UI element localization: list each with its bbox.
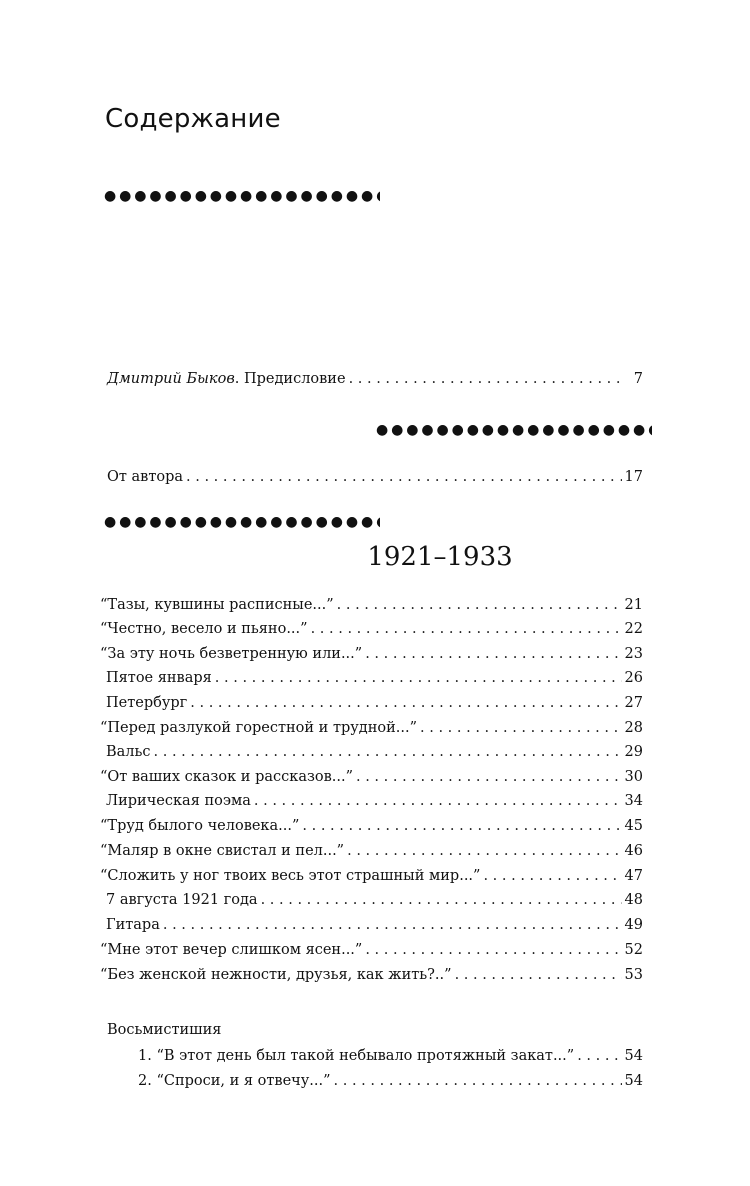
toc-entry-page: 28 — [624, 720, 643, 736]
dot-leader — [334, 1072, 622, 1090]
dot-leader — [365, 941, 621, 959]
toc-entry[interactable] — [107, 468, 643, 486]
toc-entry-title: Гитара — [106, 917, 160, 933]
toc-entry[interactable] — [100, 966, 643, 984]
toc-entry-title: “Мне этот вечер слишком ясен...” — [100, 942, 363, 958]
toc-entry-page: 54 — [624, 1048, 643, 1064]
toc-entry-page: 52 — [624, 942, 643, 958]
toc-entry-page: 46 — [624, 843, 643, 859]
toc-entry-page: 22 — [624, 621, 643, 637]
toc-entry-page: 26 — [624, 670, 643, 686]
dot-leader — [186, 468, 622, 486]
dot-leader — [215, 669, 622, 687]
toc-entry[interactable] — [106, 743, 643, 761]
toc-entry[interactable] — [100, 645, 643, 663]
dot-leader — [154, 743, 622, 761]
toc-entry-title: Петербург — [106, 695, 188, 711]
toc-entry-title: “Честно, весело и пьяно...” — [100, 621, 308, 637]
decorative-dot-divider — [104, 190, 380, 202]
toc-entry-author: Дмитрий Быков — [107, 371, 235, 387]
toc-entry-title: “Сложить у ног твоих весь этот страшный мир...” — [100, 868, 481, 884]
dot-leader — [347, 842, 621, 860]
toc-entry[interactable] — [138, 1047, 643, 1065]
toc-entry-page: 23 — [624, 646, 643, 662]
toc-entry-page: 17 — [624, 469, 643, 485]
toc-entry-title: “От ваших сказок и рассказов...” — [100, 769, 353, 785]
toc-entry-title: “За эту ночь безветренную или...” — [100, 646, 363, 662]
toc-entry-title: “Тазы, кувшины расписные...” — [100, 597, 334, 613]
dot-leader — [254, 792, 622, 810]
toc-entry[interactable] — [100, 817, 643, 835]
toc-entry-page: 30 — [624, 769, 643, 785]
toc-entry[interactable] — [106, 694, 643, 712]
toc-entry[interactable] — [100, 620, 643, 638]
dot-leader — [455, 966, 622, 984]
toc-entry-title: “Без женской нежности, друзья, как жить?..” — [100, 967, 452, 983]
toc-entry[interactable] — [100, 842, 643, 860]
toc-entry-page: 53 — [624, 967, 643, 983]
toc-entry[interactable] — [106, 891, 643, 909]
toc-entry-page: 21 — [624, 597, 643, 613]
section-heading: 1921–1933 — [367, 542, 513, 572]
dot-leader — [190, 694, 621, 712]
toc-entry[interactable] — [107, 370, 643, 388]
toc-entry[interactable] — [106, 669, 643, 687]
dot-leader — [311, 620, 622, 638]
toc-entry-page: 34 — [624, 793, 643, 809]
toc-entry-title: Дмитрий Быков. Предисловие — [107, 371, 346, 387]
dot-leader — [302, 817, 621, 835]
dot-leader — [483, 867, 621, 885]
toc-entry[interactable] — [100, 941, 643, 959]
toc-entry-title: Лирическая поэма — [106, 793, 251, 809]
subsection-label: Восьмистишия — [107, 1022, 222, 1038]
toc-entry-page: 49 — [624, 917, 643, 933]
toc-entry-title: 2. “Спроси, и я отвечу...” — [138, 1073, 331, 1089]
dot-leader — [356, 768, 622, 786]
toc-entry-page: 7 — [633, 371, 643, 387]
toc-entry-title: 1. “В этот день был такой небывало протяжный закат...” — [138, 1048, 575, 1064]
dot-leader — [337, 596, 622, 614]
page-title: Содержание — [105, 104, 281, 134]
dot-leader — [261, 891, 622, 909]
dot-leader — [420, 719, 622, 737]
toc-entry[interactable] — [100, 768, 643, 786]
toc-entry[interactable] — [106, 916, 643, 934]
dot-leader — [349, 370, 626, 388]
toc-entry-title: “Труд былого человека...” — [100, 818, 300, 834]
toc-entry[interactable] — [100, 867, 643, 885]
toc-entry-page: 45 — [624, 818, 643, 834]
dot-leader — [365, 645, 621, 663]
decorative-dot-divider — [104, 516, 380, 528]
toc-entry-page: 27 — [624, 695, 643, 711]
toc-entry-title: От автора — [107, 469, 184, 485]
toc-entry-page: 47 — [624, 868, 643, 884]
toc-entry[interactable] — [106, 792, 643, 810]
toc-entry-title: “Перед разлукой горестной и трудной...” — [100, 720, 418, 736]
toc-entry-title: Вальс — [106, 744, 151, 760]
toc-entry-title: Пятое января — [106, 670, 212, 686]
decorative-dot-divider — [376, 424, 652, 436]
toc-entry[interactable] — [100, 719, 643, 737]
toc-entry-page: 54 — [624, 1073, 643, 1089]
toc-entry[interactable] — [138, 1072, 643, 1090]
toc-entry-title: “Маляр в окне свистал и пел...” — [100, 843, 345, 859]
toc-entry-page: 29 — [624, 744, 643, 760]
dot-leader — [577, 1047, 621, 1065]
dot-leader — [163, 916, 622, 934]
toc-entry-page: 48 — [624, 892, 643, 908]
toc-entry[interactable] — [100, 596, 643, 614]
toc-entry-title: 7 августа 1921 года — [106, 892, 258, 908]
